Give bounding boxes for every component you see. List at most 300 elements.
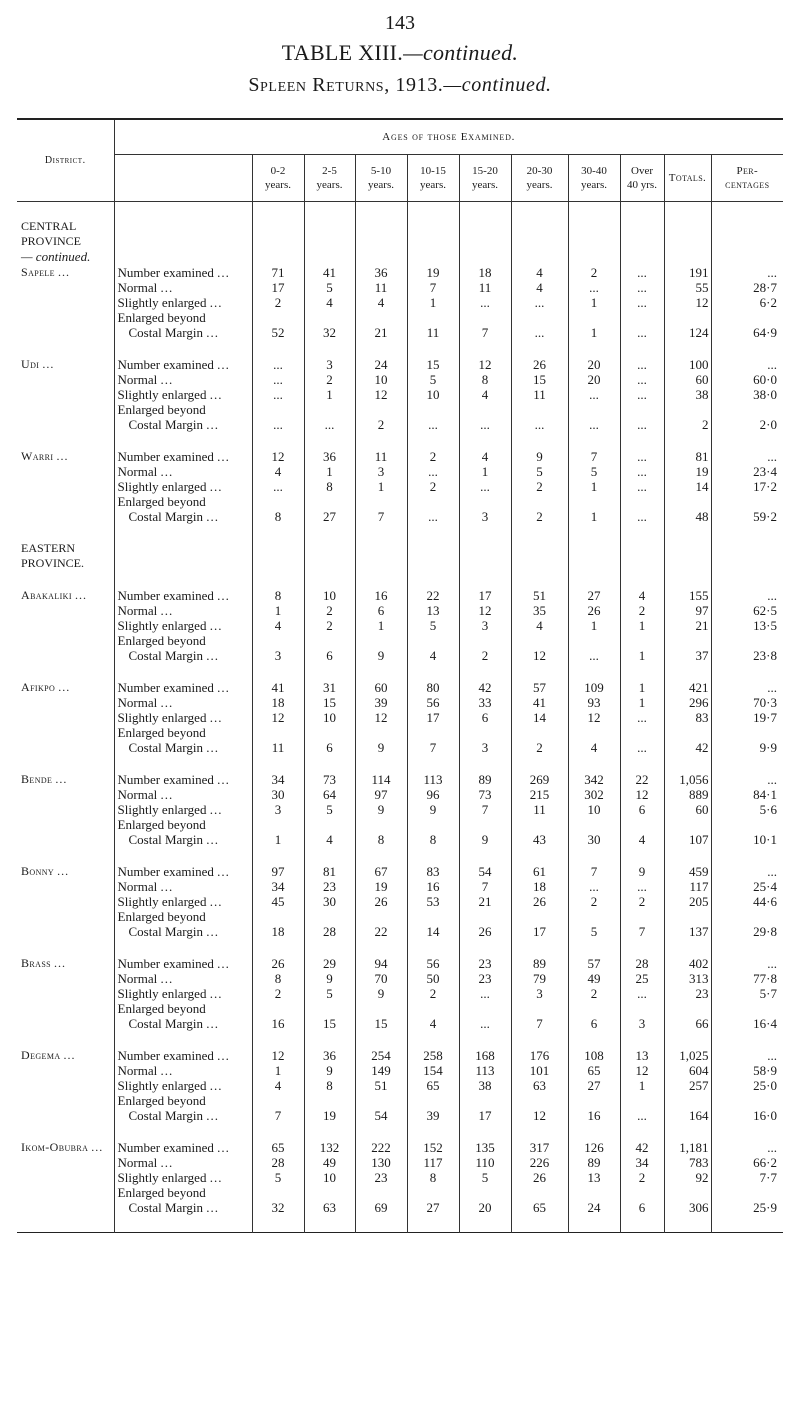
value-cell: 49 [304, 1155, 355, 1170]
table-row [17, 909, 783, 924]
value-cell: 20 [568, 357, 620, 372]
empty-cell [407, 571, 459, 588]
value-cell: ... [620, 740, 664, 755]
empty-cell [17, 755, 114, 772]
empty-cell [17, 1016, 114, 1031]
empty-cell [17, 787, 114, 802]
table-row [17, 924, 783, 939]
empty-cell [711, 541, 783, 556]
value-cell: 8 [355, 832, 407, 847]
value-cell: ... [568, 280, 620, 295]
column-header-line1: 30-40 [581, 165, 607, 177]
value-cell: 100 [664, 357, 711, 372]
value-cell: 12 [620, 1063, 664, 1078]
value-cell: 37 [664, 648, 711, 663]
leader-dots: ... [206, 740, 220, 755]
row-label-text: Normal [117, 787, 158, 802]
leader-dots: ... [160, 695, 174, 710]
table-row [17, 1063, 783, 1078]
spleen-returns-table [17, 118, 783, 1233]
empty-cell [17, 509, 114, 524]
value-cell: 2 [252, 295, 304, 310]
empty-cell [459, 663, 511, 680]
value-cell: 2 [664, 417, 711, 432]
row-label-enlarged-beyond [114, 1093, 252, 1108]
value-cell: ... [620, 265, 664, 280]
value-cell: 13·5 [711, 618, 783, 633]
empty-cell [511, 310, 568, 325]
table-row [17, 1170, 783, 1185]
value-cell: 20 [568, 372, 620, 387]
empty-cell [568, 234, 620, 249]
value-cell: 12 [459, 357, 511, 372]
row-label-text: Slightly enlarged [117, 479, 207, 494]
leader-dots: ... [160, 879, 174, 894]
value-cell: ... [620, 325, 664, 340]
empty-cell [17, 464, 114, 479]
empty-cell [568, 1093, 620, 1108]
value-cell: 26 [459, 924, 511, 939]
row-label-normal [114, 1155, 252, 1170]
value-cell: ... [620, 449, 664, 464]
empty-cell [304, 1031, 355, 1048]
empty-cell [304, 234, 355, 249]
empty-cell [114, 202, 252, 220]
empty-cell [17, 740, 114, 755]
empty-cell [252, 847, 304, 864]
value-cell: 89 [511, 956, 568, 971]
value-cell: 149 [355, 1063, 407, 1078]
value-cell: 1,025 [664, 1048, 711, 1063]
value-cell: 4 [304, 295, 355, 310]
empty-cell [620, 219, 664, 234]
table-row [17, 417, 783, 432]
value-cell: 22 [355, 924, 407, 939]
table-row [17, 1048, 783, 1063]
value-cell: 21 [664, 618, 711, 633]
value-cell: 16 [355, 588, 407, 603]
empty-cell [711, 755, 783, 772]
empty-cell [17, 1031, 114, 1048]
column-header-line1: 15-20 [472, 165, 498, 177]
row-label-text: Costal Margin [128, 417, 204, 432]
value-cell: 342 [568, 772, 620, 787]
table-row [17, 234, 783, 249]
value-cell: 4 [620, 832, 664, 847]
empty-cell [407, 234, 459, 249]
empty-cell [459, 249, 511, 265]
empty-cell [304, 939, 355, 956]
column-header-line2: years. [265, 179, 291, 191]
value-cell: 113 [407, 772, 459, 787]
district-name [17, 357, 114, 372]
value-cell: 2 [407, 479, 459, 494]
value-cell: 9 [355, 648, 407, 663]
row-label-normal [114, 787, 252, 802]
empty-cell [304, 1093, 355, 1108]
row-label-enlarged-beyond [114, 909, 252, 924]
empty-cell [17, 939, 114, 956]
province-label [17, 541, 114, 556]
empty-cell [17, 1108, 114, 1123]
value-cell: 3 [620, 1016, 664, 1031]
table-row [17, 725, 783, 740]
row-label-text: Number examined [117, 449, 214, 464]
value-cell: 2 [620, 603, 664, 618]
row-label-normal [114, 695, 252, 710]
value-cell: 26 [568, 603, 620, 618]
table-row [17, 832, 783, 847]
empty-cell [114, 1031, 252, 1048]
value-cell: 25·4 [711, 879, 783, 894]
table-row [17, 464, 783, 479]
value-cell: 5 [407, 618, 459, 633]
empty-cell [355, 340, 407, 357]
empty-cell [17, 1215, 114, 1233]
empty-cell [568, 432, 620, 449]
value-cell: 1 [459, 464, 511, 479]
value-cell: 65 [252, 1140, 304, 1155]
column-header [304, 155, 355, 202]
table-row [17, 1185, 783, 1200]
empty-cell [664, 939, 711, 956]
empty-cell [568, 1185, 620, 1200]
row-label-text: Number examined [117, 1140, 214, 1155]
leader-dots: ... [209, 986, 223, 1001]
value-cell: 10 [304, 588, 355, 603]
value-cell: 70 [355, 971, 407, 986]
row-label-text: Costal Margin [128, 509, 204, 524]
leader-dots: ... [206, 648, 220, 663]
leader-dots: ... [74, 588, 87, 602]
empty-cell [568, 340, 620, 357]
empty-cell [459, 725, 511, 740]
value-cell: 55 [664, 280, 711, 295]
row-label-enlarged-beyond [114, 1001, 252, 1016]
row-label-number-examined [114, 680, 252, 695]
value-cell: 101 [511, 1063, 568, 1078]
leader-dots: ... [160, 1155, 174, 1170]
table-row [17, 571, 783, 588]
empty-cell [252, 725, 304, 740]
empty-cell [664, 633, 711, 648]
leader-dots: ... [57, 864, 70, 878]
empty-cell [664, 310, 711, 325]
value-cell: 5·7 [711, 986, 783, 1001]
value-cell: 4 [459, 387, 511, 402]
value-cell: 30 [304, 894, 355, 909]
leader-dots: ... [206, 1108, 220, 1123]
leader-dots: ... [209, 479, 223, 494]
value-cell: 1 [568, 479, 620, 494]
value-cell: 17 [252, 280, 304, 295]
value-cell: 23 [304, 879, 355, 894]
value-cell: 50 [407, 971, 459, 986]
value-cell: 81 [664, 449, 711, 464]
value-cell: 27 [407, 1200, 459, 1215]
empty-cell [568, 755, 620, 772]
empty-cell [407, 541, 459, 556]
column-header [568, 155, 620, 202]
leader-dots: ... [206, 832, 220, 847]
row-label-text: Costal Margin [128, 325, 204, 340]
value-cell: 25·9 [711, 1200, 783, 1215]
empty-cell [664, 1215, 711, 1233]
district-name [17, 1048, 114, 1063]
empty-cell [711, 847, 783, 864]
empty-cell [355, 1123, 407, 1140]
row-label-text: Normal [117, 372, 158, 387]
row-label-normal [114, 464, 252, 479]
value-cell: 66 [664, 1016, 711, 1031]
value-cell: 69 [355, 1200, 407, 1215]
value-cell: 38 [664, 387, 711, 402]
value-cell: 117 [407, 1155, 459, 1170]
value-cell: ... [407, 417, 459, 432]
empty-cell [511, 524, 568, 541]
empty-cell [17, 280, 114, 295]
value-cell: ... [407, 509, 459, 524]
empty-cell [17, 340, 114, 357]
table-row [17, 449, 783, 464]
empty-cell [407, 340, 459, 357]
value-cell: ... [620, 1108, 664, 1123]
empty-cell [711, 310, 783, 325]
empty-cell [252, 633, 304, 648]
value-cell: 19·7 [711, 710, 783, 725]
empty-cell [568, 939, 620, 956]
value-cell: 14 [664, 479, 711, 494]
value-cell: 49 [568, 971, 620, 986]
empty-cell [568, 909, 620, 924]
row-label-text: Normal [117, 695, 158, 710]
value-cell: 51 [511, 588, 568, 603]
empty-cell [711, 571, 783, 588]
value-cell: 222 [355, 1140, 407, 1155]
empty-cell [620, 1123, 664, 1140]
table-row [17, 509, 783, 524]
value-cell: 2 [511, 479, 568, 494]
empty-cell [114, 541, 252, 556]
empty-cell [252, 541, 304, 556]
row-label-costal-margin [114, 1016, 252, 1031]
value-cell: 12 [355, 387, 407, 402]
value-cell: 8 [252, 588, 304, 603]
leader-dots: ... [217, 680, 230, 695]
value-cell: 11 [252, 740, 304, 755]
value-cell: 13 [568, 1170, 620, 1185]
empty-cell [17, 1063, 114, 1078]
value-cell: 77·8 [711, 971, 783, 986]
value-cell: 26 [252, 956, 304, 971]
leader-dots: ... [57, 265, 70, 279]
empty-cell [459, 633, 511, 648]
row-label-text: Number examined [117, 864, 214, 879]
empty-cell [304, 633, 355, 648]
empty-cell [304, 817, 355, 832]
empty-cell [17, 603, 114, 618]
table-row [17, 618, 783, 633]
province-label-line: CENTRAL [21, 219, 77, 233]
value-cell: ... [711, 357, 783, 372]
value-cell: 27 [568, 1078, 620, 1093]
empty-cell [304, 402, 355, 417]
empty-cell [355, 817, 407, 832]
row-label-text: Normal [117, 464, 158, 479]
empty-cell [620, 1185, 664, 1200]
empty-cell [459, 571, 511, 588]
value-cell: ... [620, 986, 664, 1001]
empty-cell [355, 219, 407, 234]
value-cell: 13 [407, 603, 459, 618]
value-cell: 5 [459, 1170, 511, 1185]
value-cell: ... [711, 680, 783, 695]
value-cell: ... [711, 772, 783, 787]
value-cell: 64 [304, 787, 355, 802]
empty-cell [17, 986, 114, 1001]
district-name-text: Ikom-Obubra [21, 1140, 89, 1154]
value-cell: 6·2 [711, 295, 783, 310]
leader-dots: ... [58, 680, 71, 694]
empty-cell [459, 939, 511, 956]
empty-cell [620, 234, 664, 249]
row-label-text: Enlarged beyond [117, 1001, 206, 1016]
value-cell: 2 [407, 986, 459, 1001]
empty-cell [17, 879, 114, 894]
empty-cell [620, 817, 664, 832]
empty-cell [304, 340, 355, 357]
value-cell: 51 [355, 1078, 407, 1093]
empty-cell [304, 1185, 355, 1200]
empty-cell [252, 310, 304, 325]
table-row [17, 633, 783, 648]
value-cell: 6 [620, 802, 664, 817]
value-cell: 57 [568, 956, 620, 971]
value-cell: 8 [252, 509, 304, 524]
table-row [17, 432, 783, 449]
value-cell: ... [620, 479, 664, 494]
row-label-text: Normal [117, 971, 158, 986]
value-cell: 783 [664, 1155, 711, 1170]
value-cell: 2 [568, 986, 620, 1001]
value-cell: 155 [664, 588, 711, 603]
empty-cell [17, 847, 114, 864]
empty-cell [355, 633, 407, 648]
value-cell: 16 [407, 879, 459, 894]
value-cell: 11 [511, 802, 568, 817]
row-label-normal [114, 971, 252, 986]
empty-cell [511, 402, 568, 417]
empty-cell [620, 939, 664, 956]
empty-cell [355, 556, 407, 571]
value-cell: 10 [355, 372, 407, 387]
empty-cell [568, 1031, 620, 1048]
empty-cell [511, 234, 568, 249]
leader-dots: ... [217, 864, 230, 879]
row-label-text: Number examined [117, 588, 214, 603]
row-label-slightly-enlarged [114, 387, 252, 402]
value-cell: 12 [511, 648, 568, 663]
row-label-enlarged-beyond [114, 817, 252, 832]
value-cell: 2 [355, 417, 407, 432]
value-cell: 12 [664, 295, 711, 310]
row-label-text: Enlarged beyond [117, 909, 206, 924]
table-row [17, 1001, 783, 1016]
table-row [17, 802, 783, 817]
empty-cell [114, 219, 252, 234]
value-cell: 31 [304, 680, 355, 695]
value-cell: 176 [511, 1048, 568, 1063]
value-cell: 9 [355, 740, 407, 755]
table-row [17, 1123, 783, 1140]
empty-cell [304, 494, 355, 509]
row-label-normal [114, 372, 252, 387]
value-cell: 42 [459, 680, 511, 695]
value-cell: 459 [664, 864, 711, 879]
empty-cell [711, 663, 783, 680]
table-row [17, 603, 783, 618]
value-cell: 4 [252, 1078, 304, 1093]
column-header [252, 155, 304, 202]
value-cell: 1 [355, 479, 407, 494]
value-cell: 2 [620, 894, 664, 909]
value-cell: 16·0 [711, 1108, 783, 1123]
table-row [17, 847, 783, 864]
leader-dots: ... [217, 357, 230, 372]
empty-cell [17, 802, 114, 817]
value-cell: 23 [664, 986, 711, 1001]
value-cell: 9 [304, 1063, 355, 1078]
value-cell: 7 [511, 1016, 568, 1031]
row-label-slightly-enlarged [114, 986, 252, 1001]
table-row [17, 894, 783, 909]
province-label [17, 249, 114, 265]
value-cell: 1 [568, 295, 620, 310]
empty-cell [407, 1093, 459, 1108]
value-cell: 12 [355, 710, 407, 725]
empty-cell [355, 909, 407, 924]
value-cell: 5·6 [711, 802, 783, 817]
value-cell: 317 [511, 1140, 568, 1155]
value-cell: 152 [407, 1140, 459, 1155]
value-cell: 64·9 [711, 325, 783, 340]
empty-cell [407, 939, 459, 956]
row-label-number-examined [114, 357, 252, 372]
empty-cell [664, 571, 711, 588]
value-cell: 4 [252, 464, 304, 479]
empty-cell [304, 1001, 355, 1016]
table-row [17, 325, 783, 340]
empty-cell [252, 1123, 304, 1140]
empty-cell [711, 219, 783, 234]
value-cell: 36 [304, 449, 355, 464]
row-label-text: Slightly enlarged [117, 710, 207, 725]
value-cell: 97 [664, 603, 711, 618]
empty-cell [459, 817, 511, 832]
row-label-text: Enlarged beyond [117, 310, 206, 325]
empty-cell [355, 847, 407, 864]
empty-cell [711, 494, 783, 509]
empty-cell [355, 755, 407, 772]
value-cell: 114 [355, 772, 407, 787]
table-row [17, 648, 783, 663]
value-cell: 11 [355, 280, 407, 295]
table-row [17, 494, 783, 509]
value-cell: 6 [459, 710, 511, 725]
empty-cell [511, 847, 568, 864]
column-header-line1: Over [631, 165, 653, 177]
value-cell: 23 [459, 956, 511, 971]
